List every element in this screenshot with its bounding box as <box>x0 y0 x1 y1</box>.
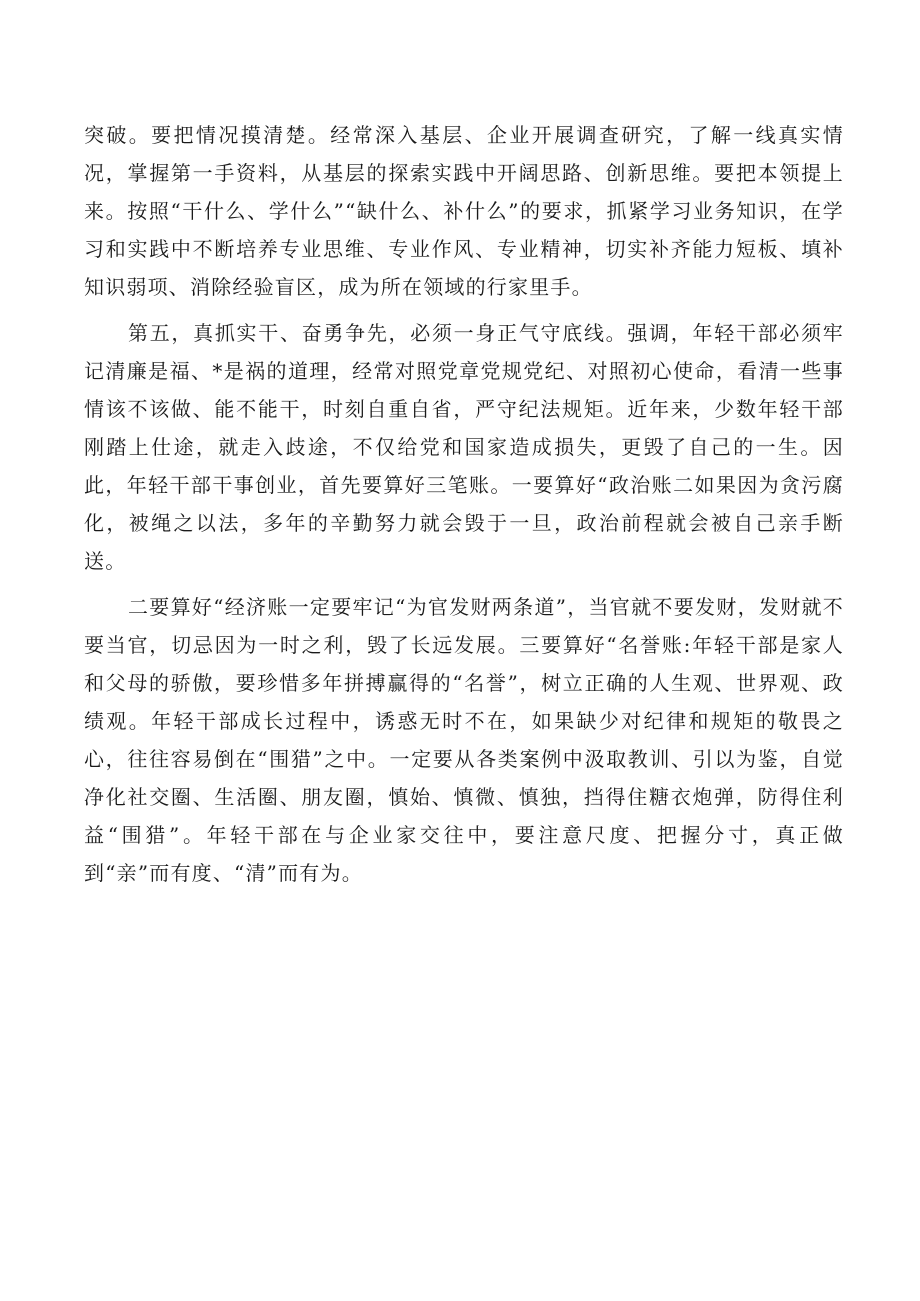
document-body <box>84 116 844 900</box>
paragraph-2: 第五，真抓实干、奋勇争先，必须一身正气守底线。强调，年轻干部必须牢记清廉是福、*是祸的道理，经常对照党章党规党纪、对照初心使命，看清一些事情该不该做、能不能干，时刻自重自省，严守纪法规矩。近年来，少数年轻干部刚踏上仕途，就走入歧途，不仅给党和国家造成损失，更毁了自己的一生。因此，年轻干部干事创业，首先要算好三笔账。一要算好“政治账二如果因为贪污腐化，被绳之以法，多年的辛勤努力就会毁于一旦，政治前程就会被自己亲手断送。 <box>84 321 844 573</box>
paragraph-1: 突破。要把情况摸清楚。经常深入基层、企业开展调查研究，了解一线真实情况，掌握第一手资料，从基层的探索实践中开阔思路、创新思维。要把本领提上来。按照“干什么、学什么”“缺什么、补什么”的要求，抓紧学习业务知识，在学习和实践中不断培养专业思维、专业作风、专业精神，切实补齐能力短板、填补知识弱项、消除经验盲区，成为所在领域的行家里手。 <box>84 123 844 299</box>
paragraph-3: 二要算好“经济账一定要牢记“为官发财两条道”，当官就不要发财，发财就不要当官，切忌因为一时之利，毁了长远发展。三要算好“名誉账:年轻干部是家人和父母的骄傲，要珍惜多年拼搏赢得的“名誉”，树立正确的人生观、世界观、政绩观。年轻干部成长过程中，诱惑无时不在，如果缺少对纪律和规矩的敬畏之心，往往容易倒在“围猎”之中。一定要从各类案例中汲取教训、引以为鉴，自觉净化社交圈、生活圈、朋友圈，慎始、慎微、慎独，挡得住糖衣炮弹，防得住利益“围猎”。年轻干部在与企业家交往中，要注意尺度、把握分寸，真正做到“亲”而有度、“清”而有为。 <box>84 595 844 885</box>
